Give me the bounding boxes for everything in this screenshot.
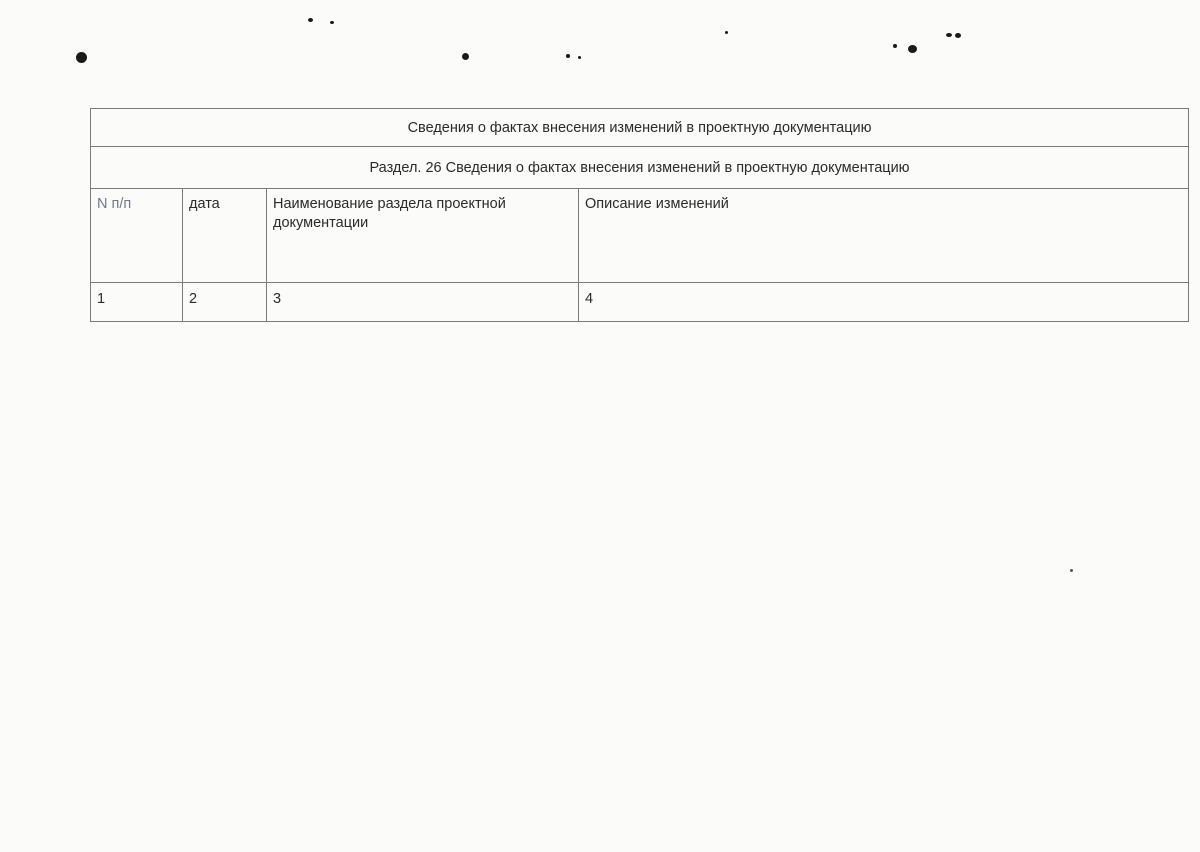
- column-number: 1: [91, 283, 183, 322]
- scan-speck: [566, 54, 570, 58]
- scan-speck: [462, 53, 469, 60]
- table-title-row: [91, 109, 1189, 147]
- column-numbers-row: [91, 283, 1189, 322]
- column-number: 2: [183, 283, 267, 322]
- scan-speck: [578, 56, 581, 59]
- column-header-section-name: Наименование раздела проектной документации: [267, 189, 579, 283]
- section-title: Раздел. 26 Сведения о фактах внесения изменений в проектную документацию: [91, 147, 1189, 189]
- section-row: [91, 147, 1189, 189]
- scan-speck: [1070, 569, 1073, 572]
- header-row: [91, 189, 1189, 283]
- scan-speck: [946, 33, 952, 37]
- scan-speck: [893, 44, 897, 48]
- scan-speck: [725, 31, 728, 34]
- column-number: 4: [579, 283, 1189, 322]
- table-title: Сведения о фактах внесения изменений в проектную документацию: [91, 109, 1189, 147]
- scan-speck: [330, 21, 334, 24]
- column-header-date: дата: [183, 189, 267, 283]
- scan-speck: [76, 52, 87, 63]
- column-number: 3: [267, 283, 579, 322]
- scan-speck: [908, 45, 917, 53]
- scan-speck: [308, 18, 313, 22]
- change-records-table: [90, 108, 1189, 322]
- scan-speck: [955, 33, 961, 38]
- column-header-description: Описание изменений: [579, 189, 1189, 283]
- column-header-number: N п/п: [91, 189, 183, 283]
